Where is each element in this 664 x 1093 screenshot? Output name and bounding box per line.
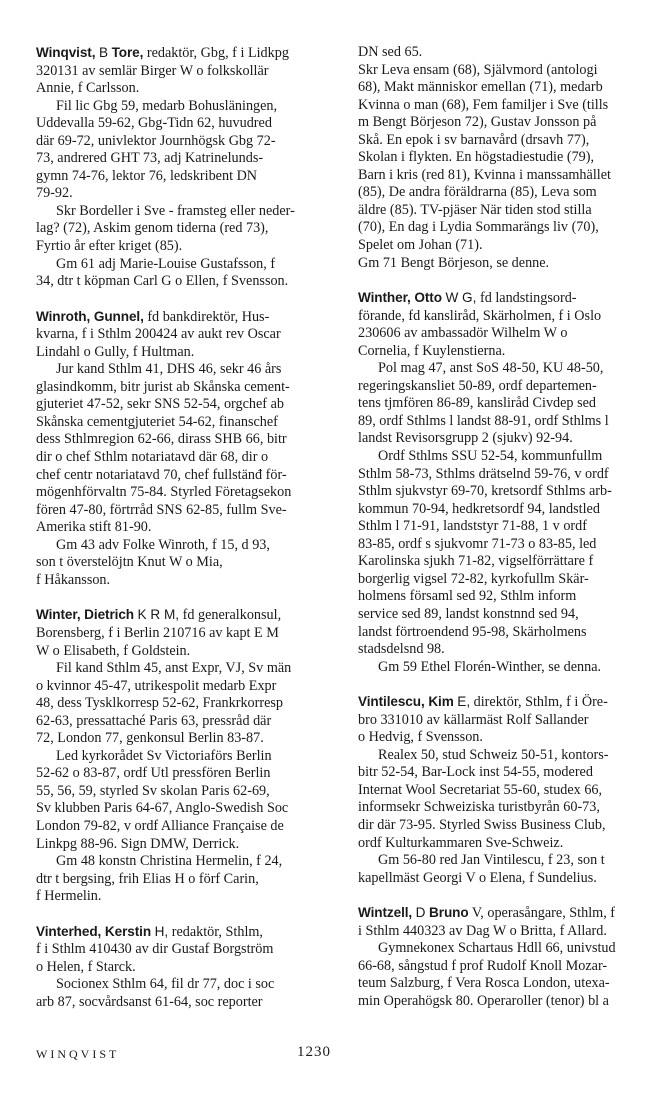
entry-surname: Winter, Dietrich (36, 607, 134, 623)
line-text: Pol mag 47, anst SoS 48-50, KU 48-50, (378, 360, 604, 377)
text-line (358, 378, 654, 396)
entry-initials: D (415, 905, 426, 921)
text-line (36, 818, 326, 836)
text-line (36, 572, 326, 590)
line-text: 48, dess Tysklkorresp 52-62, Frankrkorresp (36, 695, 283, 712)
text-line (358, 501, 654, 519)
text-line (358, 993, 654, 1011)
text-line (36, 941, 326, 959)
text-line (358, 44, 654, 62)
text-line (358, 308, 654, 326)
line-text: o Hedvig, f Svensson. (358, 729, 483, 746)
line-text: Gm 71 Bengt Börjeson, se denne. (358, 254, 550, 271)
line-text: Barn i kris (red 81), Kvinna i manssamhället (358, 166, 611, 183)
text-line (36, 730, 326, 748)
entry-winqvist (36, 44, 326, 291)
line-text: lag? (72), Askim genom tiderna (red 73), (36, 220, 269, 237)
text-line (358, 904, 654, 923)
line-text: o kvinnor 45-47, utrikespolit medarb Expr (36, 677, 277, 694)
entry-paragraph (358, 747, 654, 852)
text-line (36, 678, 326, 696)
text-line (36, 484, 326, 502)
text-line (358, 817, 654, 835)
line-text: glasindkomm, bitr jurist ab Skånska cement- (36, 378, 290, 395)
line-text: o Helen, f Starck. (36, 958, 136, 975)
text-line (358, 923, 654, 941)
entry-surname: Winroth, Gunnel, (36, 308, 144, 324)
line-text: W o Elisabeth, f Goldstein. (36, 642, 191, 659)
text-line (358, 448, 654, 466)
text-line (358, 237, 654, 255)
line-text: Sthlm l 71-91, landststyr 71-88, 1 v ordf (358, 518, 587, 535)
right-column (358, 44, 654, 1027)
entry-initials: K R M, (137, 607, 180, 623)
left-column (36, 44, 326, 1028)
entry-surname: Wintzell, (358, 905, 413, 921)
entry-paragraph (36, 660, 326, 748)
text-line (358, 483, 654, 501)
entry-paragraph (358, 693, 654, 747)
entry-paragraph (36, 361, 326, 536)
text-line (358, 62, 654, 80)
line-text: 55, 56, 59, styrled Sv skolan Paris 62-69, (36, 782, 270, 799)
entry-wintzell (358, 904, 654, 1010)
entry-vinterhed-cont (358, 44, 654, 272)
line-text: arb 87, socvårdsanst 61-64, soc reporter (36, 993, 263, 1010)
text-line (358, 588, 654, 606)
entry-paragraph (358, 659, 654, 677)
text-line (36, 326, 326, 344)
text-line (36, 414, 326, 432)
entry-surname: Vinterhed, Kerstin (36, 923, 152, 939)
line-text: tens tjmfören 86-89, kanslіråd Civdep sed (358, 395, 596, 412)
line-text: Gm 56-80 red Jan Vintilescu, f 23, son t (378, 852, 605, 869)
line-text: där 69-72, univlektor Journhögsk Gbg 72- (36, 132, 276, 149)
text-line (36, 449, 326, 467)
text-line (36, 379, 326, 397)
entry-paragraph (36, 44, 326, 98)
entry-initials: B (98, 45, 109, 60)
text-line (36, 238, 326, 256)
entry-given-name: Tore, (111, 45, 144, 60)
line-text: m Bengt Börjeson 72), Gustav Jonsson på (358, 114, 597, 131)
entry-paragraph (358, 44, 654, 62)
line-text: förande, fd kanslіråd, Skärholmen, f i Oslo (358, 307, 602, 324)
line-text: Skånska cementgjuteriet 54-62, finanschef (36, 413, 278, 430)
text-line (358, 132, 654, 150)
page-number: 1230 (297, 1044, 331, 1060)
text-line (36, 643, 326, 661)
line-text: Sthlm sjukvstyr 69-70, kretsordf Sthlms arb- (358, 483, 612, 500)
line-text: Annie, f Carlsson. (36, 80, 140, 97)
line-text: landst förtroendend 95-98, Skärholmens (358, 623, 587, 640)
line-text: kommun 70-94, hedkretsordf 94, landstled (358, 500, 600, 517)
text-line (36, 959, 326, 977)
text-line (36, 273, 326, 291)
entry-paragraph (358, 360, 654, 448)
line-text: Internat Wool Secretariat 55-60, studex 66, (358, 781, 603, 798)
text-line (36, 98, 326, 116)
line-text: holmens församl sed 92, Sthlm inform (358, 588, 577, 605)
text-line (358, 430, 654, 448)
entry-winther (358, 289, 654, 676)
entry-paragraph (358, 289, 654, 360)
entry-paragraph (358, 255, 654, 273)
text-line (36, 836, 326, 854)
line-text: 72, London 77, genkonsul Berlin 83-87. (36, 730, 264, 747)
text-line (36, 519, 326, 537)
line-text: borgerlig vigsel 72-82, kyrkofullm Skär- (358, 570, 589, 587)
line-text: Fyrtio år efter kriget (85). (36, 238, 183, 255)
text-line (36, 344, 326, 362)
text-line (358, 518, 654, 536)
text-line (358, 659, 654, 677)
text-line (358, 975, 654, 993)
text-line (36, 133, 326, 151)
line-text: kvarna, f i Sthlm 200424 av aukt rev Oscar (36, 326, 281, 343)
text-line (36, 361, 326, 379)
line-text: ordf Kulturkammaren Sve-Schweiz. (358, 834, 564, 851)
text-line (358, 149, 654, 167)
text-line (358, 325, 654, 343)
text-line (36, 606, 326, 625)
entry-surname: Winqvist, (36, 45, 96, 60)
line-text: Spelet om Johan (71). (358, 237, 483, 254)
line-text: Borensberg, f i Berlin 210716 av kapt E M (36, 624, 279, 641)
text-line (36, 115, 326, 133)
entry-surname: Winther, Otto (358, 290, 442, 306)
entry-surname: Vintilescu, Kim (358, 694, 454, 710)
line-text: f Hermelin. (36, 888, 102, 905)
line-text: f Håkansson. (36, 571, 111, 588)
entry-initials: E, (457, 694, 471, 710)
text-line (36, 748, 326, 766)
line-text: Gm 61 adj Marie-Louise Gustafsson, f (56, 255, 276, 272)
line-text: V, operasångare, Sthlm, f (471, 905, 616, 922)
line-text: 79-92. (36, 185, 73, 202)
line-text: gjuteriet 47-52, sekr SNS 52-54, orgchef ab (36, 396, 284, 413)
text-line (358, 729, 654, 747)
text-line (358, 219, 654, 237)
line-text: teum Salzburg, f Vera Rosca London, utexa- (358, 975, 610, 992)
line-text: 34, dtr t köpman Carl G o Ellen, f Svensson. (36, 273, 289, 290)
line-text: Skr Bordeller i Sve - framsteg eller neder- (56, 202, 295, 219)
line-text: DN sed 65. (358, 44, 423, 60)
text-line (36, 853, 326, 871)
text-line (36, 976, 326, 994)
text-line (36, 994, 326, 1012)
entry-initials: W G, (445, 290, 477, 306)
entry-given-name: Bruno (429, 905, 469, 921)
entry-paragraph (36, 308, 326, 362)
text-line (358, 255, 654, 273)
line-text: dess Sthlmregion 62-66, dirass SHB 66, bitr (36, 431, 287, 448)
line-text: Kvinna o man (68), Fem familjer i Sve (tills (358, 96, 609, 113)
text-line (358, 553, 654, 571)
text-line (36, 431, 326, 449)
line-text: 89, ordf Sthlms l landst 88-91, ordf Sthlms l (358, 412, 609, 429)
line-text: Karolinska sjukh 71-82, vigselförrättare f (358, 553, 594, 570)
line-text: dir där 73-95. Styrled Swiss Business Club, (358, 816, 606, 833)
line-text: informsekr Schweiziska turistbyrån 60-73, (358, 799, 600, 816)
line-text: Linkpg 88-96. Sign DMW, Derrick. (36, 835, 240, 852)
line-text: Gm 59 Ethel Florén-Winther, se denna. (378, 658, 602, 675)
text-line (358, 466, 654, 484)
line-text: Cornelia, f Kuylenstierna. (358, 342, 506, 359)
text-line (358, 395, 654, 413)
line-text: fören 47-80, förtrråd SNS 62-85, fullm Sve- (36, 501, 287, 518)
text-line (358, 958, 654, 976)
text-line (358, 343, 654, 361)
entry-paragraph (36, 923, 326, 977)
text-line (36, 923, 326, 942)
text-line (358, 413, 654, 431)
text-line (358, 641, 654, 659)
text-line (36, 713, 326, 731)
entry-winter (36, 606, 326, 905)
text-line (36, 203, 326, 221)
line-text: bro 331010 av källarmäst Rolf Sallander (358, 711, 589, 728)
line-text: service sed 89, landst konstnnd sed 94, (358, 605, 579, 622)
entry-vinterhed (36, 923, 326, 1012)
entry-winroth (36, 308, 326, 590)
entry-vintilescu (358, 693, 654, 887)
text-line (36, 554, 326, 572)
line-text: bitr 52-54, Bar-Lock inst 54-55, modered (358, 764, 593, 781)
line-text: (85), De andra föräldrarna (85), Leva som (358, 184, 597, 201)
line-text: 320131 av semlär Birger W o folkskollär (36, 62, 269, 79)
line-text: Jur kand Sthlm 41, DHS 46, sekr 46 års (56, 361, 282, 378)
line-text: Sv klubben Paris 64-67, Anglo-Swedish Soc (36, 800, 289, 817)
text-line (36, 396, 326, 414)
text-line (358, 79, 654, 97)
entry-paragraph (36, 537, 326, 590)
entry-paragraph (358, 448, 654, 659)
text-line (36, 502, 326, 520)
line-text: Skolan i flykten. En högstadiestudie (79), (358, 149, 595, 166)
line-text: Gymnekonex Schartaus Hdll 66, univstud (378, 940, 616, 957)
line-text: fd landstingsord- (479, 290, 577, 307)
line-text: 62-63, pressattaché Paris 63, pressråd där (36, 712, 272, 729)
text-line (36, 783, 326, 801)
text-line (36, 537, 326, 555)
line-text: 66-68, sångstud f prof Rudolf Knoll Mozar- (358, 957, 608, 974)
line-text: 73, andrered GHT 73, adj Katrinelunds- (36, 150, 264, 167)
line-text: 83-85, ordf s sjukvomr 71-73 o 83-85, led (358, 535, 597, 552)
text-line (36, 63, 326, 81)
entry-paragraph (358, 62, 654, 255)
text-line (358, 606, 654, 624)
line-text: Amerika stift 81-90. (36, 519, 152, 536)
line-text: Uddevalla 59-62, Gbg-Tidn 62, huvudred (36, 115, 272, 132)
line-text: son t överstelöjtn Knut W o Mia, (36, 554, 223, 571)
entry-paragraph (36, 256, 326, 291)
text-line (36, 308, 326, 327)
text-line (358, 693, 654, 712)
line-text: chef centr notariatavd 70, chef fullstänđ för- (36, 466, 287, 483)
text-line (36, 150, 326, 168)
line-text: mögenhförvaltn 75-84. Styrled Företagsekon (36, 484, 292, 501)
entry-paragraph (358, 904, 654, 940)
line-text: i Sthlm 440323 av Dag W o Britta, f Allard. (358, 922, 607, 939)
text-line (36, 765, 326, 783)
text-line (36, 185, 326, 203)
line-text: Socionex Sthlm 64, fil dr 77, doc i soc (56, 976, 275, 993)
line-text: dir o chef Sthlm notariatavd där 68, dir o (36, 449, 269, 466)
line-text: Skr Leva ensam (68), Självmord (antologi (358, 61, 598, 78)
text-line (358, 712, 654, 730)
line-text: Gm 48 konstn Christina Hermelin, f 24, (56, 853, 283, 870)
line-text: min Operahögsk 80. Operaroller (tenor) bl a (358, 992, 609, 1009)
entry-paragraph (358, 852, 654, 887)
text-line (36, 660, 326, 678)
line-text: dtr t bergsing, frih Elias H o förf Carin, (36, 870, 259, 887)
text-line (358, 852, 654, 870)
text-line (358, 764, 654, 782)
text-line (358, 782, 654, 800)
line-text: redaktör, Gbg, f i Lidkpg (146, 45, 289, 61)
line-text: äldre (85). TV-pjäser När tiden stod stilla (358, 201, 592, 218)
line-text: Skå. En epok i sv barnavård (drsavh 77), (358, 131, 590, 148)
text-line (36, 220, 326, 238)
text-line (358, 114, 654, 132)
text-line (358, 571, 654, 589)
line-text: direktör, Sthlm, f i Öre- (473, 694, 608, 711)
text-line (36, 256, 326, 274)
line-text: Sthlm 58-73, Sthlms drätselnd 59-76, v ordf (358, 465, 609, 482)
text-line (358, 624, 654, 642)
text-line (36, 168, 326, 186)
line-text: 52-62 o 83-87, ordf Utl pressfören Berlin (36, 765, 271, 782)
entry-paragraph (36, 606, 326, 660)
line-text: Gm 43 adv Folke Winroth, f 15, d 93, (56, 536, 270, 553)
entry-paragraph (36, 976, 326, 1011)
text-line (36, 467, 326, 485)
text-line (36, 871, 326, 889)
text-line (358, 167, 654, 185)
line-text: Realex 50, stud Schweiz 50-51, kontors- (378, 746, 609, 763)
text-line (358, 202, 654, 220)
line-text: landst Revisorsgrupp 2 (sjukv) 92-94. (358, 430, 573, 447)
text-line (36, 625, 326, 643)
line-text: redaktör, Sthlm, (171, 923, 263, 940)
text-line (358, 870, 654, 888)
entry-paragraph (358, 940, 654, 1010)
line-text: London 79-82, v ordf Alliance Française de (36, 817, 284, 834)
text-line (358, 835, 654, 853)
text-line (36, 695, 326, 713)
entry-paragraph (36, 748, 326, 853)
line-text: fd generalkonsul, (182, 607, 282, 624)
line-text: Fil lic Gbg 59, medarb Bohusläningen, (56, 97, 278, 114)
line-text: f i Sthlm 410430 av dir Gustaf Borgström (36, 941, 274, 958)
text-line (358, 97, 654, 115)
text-line (358, 747, 654, 765)
text-line (358, 536, 654, 554)
line-text: regeringskansliet 50-89, ordf departemen- (358, 377, 597, 394)
text-line (358, 184, 654, 202)
line-text: Ordf Sthlms SSU 52-54, kommunfullm (378, 448, 603, 465)
line-text: stadsdelsnd 98. (358, 641, 445, 658)
line-text: 230606 av ambassadör Wilhelm W o (358, 325, 568, 342)
entry-initials: H, (154, 923, 169, 939)
line-text: gymn 74-76, lektor 76, ledskribent DN (36, 167, 258, 184)
line-text: fd bankdirektör, Hus- (147, 308, 270, 325)
text-line (358, 940, 654, 958)
running-head: WINQVIST (36, 1047, 120, 1061)
entry-paragraph (36, 203, 326, 256)
text-line (36, 800, 326, 818)
text-line (36, 80, 326, 98)
line-text: Led kyrkorådet Sv Victoriaförs Berlin (56, 747, 272, 764)
text-line (358, 289, 654, 308)
entry-paragraph (36, 98, 326, 203)
text-line (358, 799, 654, 817)
text-line (36, 44, 326, 63)
entry-paragraph (36, 853, 326, 906)
line-text: kapellmäst Georgi V o Elena, f Sundelius. (358, 869, 597, 886)
text-line (358, 360, 654, 378)
line-text: Fil kand Sthlm 45, anst Expr, VJ, Sv män (56, 660, 292, 677)
line-text: 68), Makt människor emellan (71), medarb (358, 79, 603, 96)
line-text: Lindahl o Gully, f Hultman. (36, 343, 195, 360)
line-text: (70), En dag i Lydia Sommarängs liv (70), (358, 219, 599, 236)
text-line (36, 888, 326, 906)
